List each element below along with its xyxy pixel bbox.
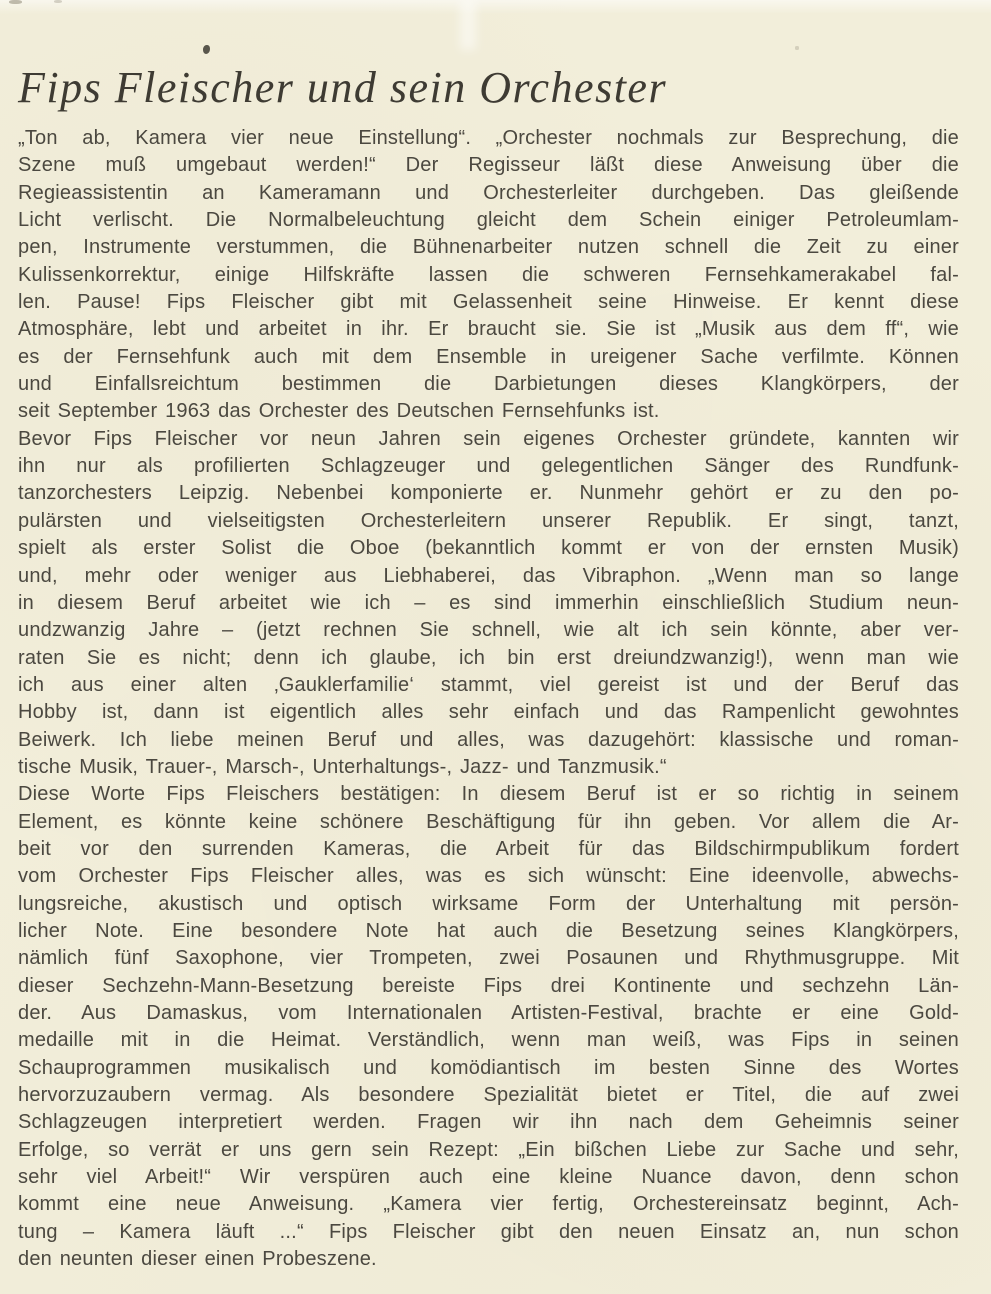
- text-line: ich aus einer alten ‚Gauklerfamilie‘ stammt, viel gereist ist und der Beruf das: [18, 673, 959, 696]
- text-line: Hobby ist, dann ist eigentlich alles sehr einfach und das Rampenlicht gewohntes: [18, 701, 959, 724]
- text-line: lungsreiche, akustisch und optisch wirksame Form der Unterhaltung mit persön-: [18, 892, 959, 915]
- text-line: Element, es könnte keine schönere Beschäftigung für ihn geben. Vor allem die Ar-: [18, 810, 959, 833]
- text-line: seit September 1963 das Orchester des Deutschen Fernsehfunks ist.: [18, 400, 660, 423]
- text-line: Kulissenkorrektur, einige Hilfskräfte lassen die schweren Fernsehkamerakabel fal-: [18, 263, 959, 286]
- text-line: Licht verlischt. Die Normalbeleuchtung gleicht dem Schein einiger Petroleumlam-: [18, 209, 959, 232]
- text-line: pulärsten und vielseitigsten Orchesterleitern unserer Republik. Er singt, tanzt,: [18, 509, 959, 532]
- paper-speck: [54, 0, 62, 3]
- text-line: beit vor den surrenden Kameras, die Arbeit für das Bildschirmpublikum fordert: [18, 837, 959, 860]
- text-line: vom Orchester Fips Fleischer alles, was es sich wünscht: Eine ideenvolle, abwechs-: [18, 865, 959, 888]
- paragraph: [18, 781, 959, 1273]
- text-line: licher Note. Eine besondere Note hat auch die Besetzung seines Klangkörpers,: [18, 919, 959, 942]
- page-title: Fips Fleischer und sein Orchester: [18, 63, 668, 113]
- text-line: Bevor Fips Fleischer vor neun Jahren sein eigenes Orchester gründete, kannten wir: [18, 427, 959, 450]
- text-line: len. Pause! Fips Fleischer gibt mit Gelassenheit seine Hinweise. Er kennt diese: [18, 291, 959, 314]
- text-line: hervorzuzaubern vermag. Als besondere Spezialität bietet er Titel, die auf zwei: [18, 1084, 959, 1107]
- text-line: undzwanzig Jahre – (jetzt rechnen Sie schnell, wie alt ich sein könnte, aber ver-: [18, 619, 959, 642]
- article-body: [18, 125, 959, 1273]
- text-line: dieser Sechzehn-Mann-Besetzung bereiste Fips drei Kontinente und sechzehn Län-: [18, 974, 959, 997]
- paper-speck: [795, 46, 799, 50]
- paragraph: [18, 426, 959, 781]
- text-line: Diese Worte Fips Fleischers bestätigen: In diesem Beruf ist er so richtig in seinem: [18, 783, 959, 806]
- paper-speck: [9, 0, 22, 4]
- text-line: und, mehr oder weniger aus Liebhaberei, das Vibraphon. „Wenn man so lange: [18, 564, 959, 587]
- text-line: Schauprogrammen musikalisch und komödiantisch im besten Sinne des Wortes: [18, 1056, 959, 1079]
- text-line: tung – Kamera läuft ...“ Fips Fleischer gibt den neuen Einsatz an, nun schon: [18, 1220, 959, 1243]
- scan-streak: [460, 0, 476, 50]
- text-line: Szene muß umgebaut werden!“ Der Regisseur läßt diese Anweisung über die: [18, 154, 959, 177]
- text-line: und Einfallsreichtum bestimmen die Darbietungen dieses Klangkörpers, der: [18, 373, 959, 396]
- text-line: spielt als erster Solist die Oboe (bekanntlich kommt er von der ernsten Musik): [18, 537, 959, 560]
- text-line: pen, Instrumente verstummen, die Bühnenarbeiter nutzen schnell die Zeit zu einer: [18, 236, 959, 259]
- text-line: medaille mit in die Heimat. Verständlich, wenn man weiß, was Fips in seinen: [18, 1029, 959, 1052]
- text-line: nämlich fünf Saxophone, vier Trompeten, zwei Posaunen und Rhythmusgruppe. Mit: [18, 947, 959, 970]
- ink-blot: [203, 45, 210, 54]
- text-line: tanzorchesters Leipzig. Nebenbei komponierte er. Nunmehr gehört er zu den po-: [18, 482, 959, 505]
- text-line: Atmosphäre, lebt und arbeitet in ihr. Er braucht sie. Sie ist „Musik aus dem ff“, wie: [18, 318, 959, 341]
- text-line: Erfolge, so verrät er uns gern sein Rezept: „Ein bißchen Liebe zur Sache und sehr,: [18, 1138, 959, 1161]
- text-line: in diesem Beruf arbeitet wie ich – es sind immerhin einschließlich Studium neun-: [18, 591, 959, 614]
- text-line: kommt eine neue Anweisung. „Kamera vier fertig, Orchestereinsatz beginnt, Ach-: [18, 1193, 959, 1216]
- text-line: es der Fernsehfunk auch mit dem Ensemble in ureigener Sache verfilmte. Können: [18, 345, 959, 368]
- text-line: Beiwerk. Ich liebe meinen Beruf und alles, was dazugehört: klassische und roman-: [18, 728, 959, 751]
- paragraph: [18, 125, 959, 426]
- text-line: raten Sie es nicht; denn ich glaube, ich bin erst dreiundzwanzig!), wenn man wie: [18, 646, 959, 669]
- text-line: Schlagzeugen interpretiert werden. Fragen wir ihn nach dem Geheimnis seiner: [18, 1111, 959, 1134]
- text-line: den neunten dieser einen Probeszene.: [18, 1248, 377, 1271]
- text-line: der. Aus Damaskus, vom Internationalen Artisten-Festival, brachte er eine Gold-: [18, 1002, 959, 1024]
- text-line: „Ton ab, Kamera vier neue Einstellung“. „Orchester nochmals zur Besprechung, die: [18, 127, 959, 149]
- text-line: ihn nur als profilierten Schlagzeuger und gelegentlichen Sänger des Rundfunk-: [18, 455, 959, 478]
- text-line: Regieassistentin an Kameramann und Orchesterleiter durchgeben. Das gleißende: [18, 181, 959, 204]
- text-line: tische Musik, Trauer-, Marsch-, Unterhaltungs-, Jazz- und Tanzmusik.“: [18, 755, 667, 778]
- text-line: sehr viel Arbeit!“ Wir verspüren auch eine kleine Nuance davon, denn schon: [18, 1166, 959, 1189]
